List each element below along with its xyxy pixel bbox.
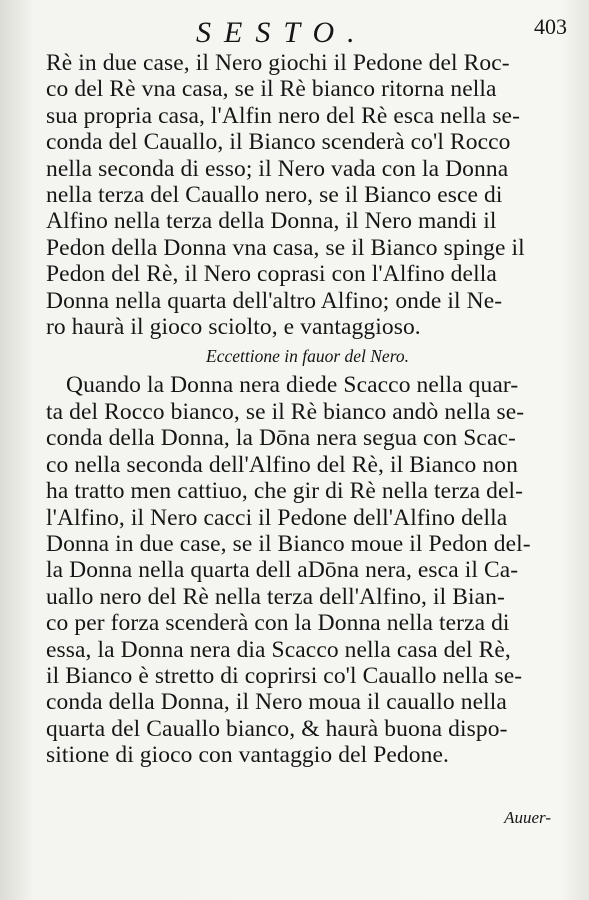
- page-header: [46, 14, 569, 50]
- text-line: co del Rè vna casa, se il Rè bianco ritorna nella: [46, 76, 497, 103]
- text-line: Donna nella quarta dell'altro Alfino; onde il Ne-: [46, 287, 503, 314]
- text-line: nella terza del Cauallo nero, se il Bianco esce di: [46, 182, 503, 209]
- running-head: SESTO.: [196, 16, 368, 49]
- text-line: quarta del Cauallo bianco, & haurà buona dispo-: [46, 715, 508, 742]
- page-number: 403: [534, 14, 567, 39]
- text-line: l'Alfino, il Nero cacci il Pedone dell'Alfino della: [46, 504, 508, 531]
- text-line: sitione di gioco con vantaggio del Pedone.: [46, 742, 449, 769]
- text-line: ta del Rocco bianco, se il Rè bianco andò nella se-: [46, 398, 525, 425]
- text-line: conda del Cauallo, il Bianco scenderà co'l Rocco: [46, 129, 511, 156]
- paragraph-1: [46, 50, 569, 340]
- text-line: la Donna nella quarta dell aDōna nera, esca il Ca-: [46, 557, 519, 584]
- section-heading: Eccettione in fauor del Nero.: [206, 346, 409, 367]
- text-line: Donna in due case, se il Bianco moue il Pedon del-: [46, 530, 531, 557]
- text-line: co per forza scenderà con la Donna nella terza di: [46, 610, 510, 637]
- body-text: [46, 50, 569, 769]
- text-line: essa, la Donna nera dia Scacco nella casa del Rè,: [46, 636, 511, 663]
- text-line: il Bianco è stretto di coprirsi co'l Cauallo nella se-: [46, 662, 523, 689]
- text-line: co nella seconda dell'Alfino del Rè, il Bianco non: [46, 451, 518, 478]
- paragraph-2: [46, 372, 569, 768]
- text-line: uallo nero del Rè nella terza dell'Alfino, il Bian-: [46, 583, 505, 610]
- text-line: conda della Donna, il Nero moua il cauallo nella: [46, 689, 507, 716]
- text-line: Alfino nella terza della Donna, il Nero mandi il: [46, 208, 497, 235]
- text-line: Quando la Donna nera diede Scacco nella quar-: [66, 372, 519, 399]
- text-line: ro haurà il gioco sciolto, e vantaggioso.: [46, 314, 421, 341]
- catchword: Auuer-: [504, 808, 551, 827]
- text-line: Pedon della Donna vna casa, se il Bianco spinge il: [46, 234, 525, 261]
- text-line: nella seconda di esso; il Nero vada con la Donna: [46, 155, 509, 182]
- text-line: Pedon del Rè, il Nero coprasi con l'Alfino della: [46, 261, 497, 288]
- text-line: conda della Donna, la Dōna nera segua con Scac-: [46, 425, 516, 452]
- text-line: ha tratto men cattiuo, che gir di Rè nella terza del-: [46, 478, 524, 505]
- text-line: Rè in due case, il Nero giochi il Pedone del Roc-: [46, 50, 510, 76]
- text-line: sua propria casa, l'Alfin nero del Rè esca nella se-: [46, 102, 521, 129]
